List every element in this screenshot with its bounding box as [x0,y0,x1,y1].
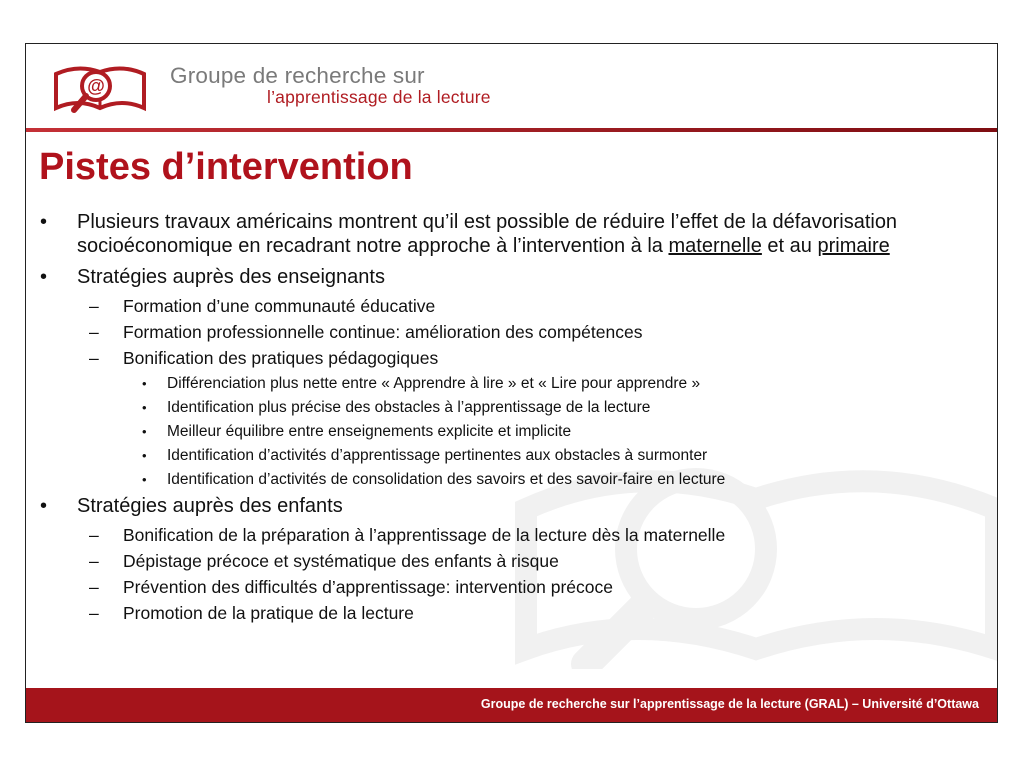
sub-item [26,322,986,343]
bullet-1-text: Plusieurs travaux américains montrent qu’il est possible de réduire l’effet de la défavorisation socioéconomique en recadrant notre approche à l’intervention à la [77,211,898,257]
dash-icon: – [89,577,99,597]
sub-item-text: Promotion de la pratique de la lecture [123,603,414,623]
sub-item-text: Dépistage précoce et systématique des enfants à risque [123,551,559,571]
organization-name-line1: Groupe de recherche sur [170,63,425,88]
sub-item [26,525,986,546]
small-bullet-icon: • [142,400,147,415]
sub-item-text: Formation professionnelle continue: amélioration des compétences [123,322,643,342]
bullet-dot-icon: • [40,211,48,233]
bullet-1-connector: et au [761,235,818,257]
sub-sub-item-text: Meilleur équilibre entre enseignements explicite et implicite [167,423,572,440]
sub-sub-item-text: Différenciation plus nette entre « Apprendre à lire » et « Lire pour apprendre » [167,375,701,392]
small-bullet-icon: • [142,424,147,439]
dash-icon: – [89,322,99,342]
small-bullet-icon: • [142,376,147,391]
sub-sub-item-text: Identification d’activités d’apprentissage pertinentes aux obstacles à surmonter [167,447,708,464]
bullet-2-text: Stratégies auprès des enseignants [77,266,385,288]
organization-name-line2: l’apprentissage de la lecture [267,87,491,107]
link-primaire[interactable]: primaire [817,235,890,257]
small-bullet-icon: • [142,472,147,487]
small-bullet-icon: • [142,448,147,463]
dash-icon: – [89,525,99,545]
bullet-dot-icon: • [40,495,48,517]
bullet-dot-icon: • [40,266,48,288]
sub-item [26,603,986,624]
sub-item-text: Bonification des pratiques pédagogiques [123,348,439,368]
sub-item [26,348,986,369]
sub-sub-item [26,422,986,441]
sub-sub-item-text: Identification plus précise des obstacles à l’apprentissage de la lecture [167,399,651,416]
book-magnifier-at-icon [52,58,148,120]
sub-sub-item [26,446,986,465]
svg-text:@: @ [87,76,105,96]
link-maternelle[interactable]: maternelle [668,235,762,257]
dash-icon: – [89,348,99,368]
dash-icon: – [89,603,99,623]
bullet-3 [26,494,986,518]
slide-content [26,210,986,629]
dash-icon: – [89,551,99,571]
sub-item-text: Bonification de la préparation à l’apprentissage de la lecture dès la maternelle [123,525,726,545]
sub-sub-item [26,470,986,489]
bullet-2 [26,265,986,289]
bullet-3-text: Stratégies auprès des enfants [77,495,343,517]
slide-title: Pistes d’intervention [39,146,413,188]
sub-item [26,551,986,572]
bullet-1 [26,210,957,258]
slide [25,43,998,723]
footer-text: Groupe de recherche sur l’apprentissage de la lecture (GRAL) – Université d’Ottawa [480,697,979,711]
sub-item [26,296,986,317]
header-divider [26,128,998,132]
organization-name [170,64,491,113]
sub-item [26,577,986,598]
dash-icon: – [89,296,99,316]
footer-bar [26,688,997,722]
sub-item-text: Prévention des difficultés d’apprentissage: intervention précoce [123,577,613,597]
sub-item-text: Formation d’une communauté éducative [123,296,436,316]
sub-sub-item [26,374,986,393]
sub-sub-item-text: Identification d’activités de consolidation des savoirs et des savoir-faire en lecture [167,471,726,488]
sub-sub-item [26,398,986,417]
